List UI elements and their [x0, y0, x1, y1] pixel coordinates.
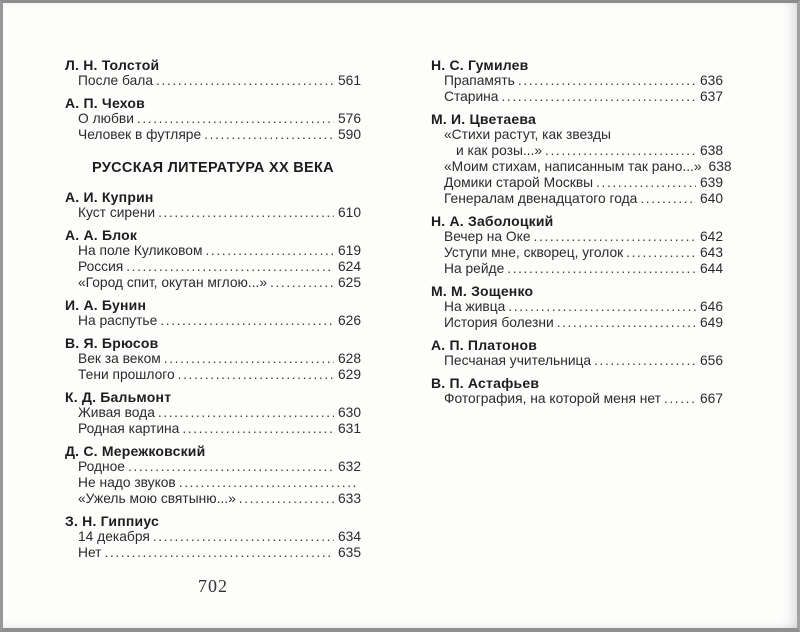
author-block	[65, 443, 361, 507]
author-block	[431, 337, 723, 369]
dot-leader	[126, 259, 334, 275]
dot-leader	[664, 391, 696, 407]
entry-title: Не надо звуков	[78, 475, 176, 490]
entry-title: На распутье	[78, 313, 158, 328]
entry-title: Домики старой Москвы	[444, 175, 594, 190]
dot-leader	[239, 491, 334, 507]
author-block	[65, 389, 361, 437]
toc-entry	[65, 259, 361, 275]
entry-title: и как розы...»	[456, 143, 543, 158]
page-number: 628	[337, 351, 361, 366]
toc-entry	[65, 275, 361, 291]
page-number: 625	[337, 275, 361, 290]
entry-title: Россия	[78, 259, 124, 274]
toc-entry	[65, 405, 361, 421]
author-block	[431, 283, 723, 331]
author-block	[431, 375, 723, 407]
page-number: 644	[699, 261, 723, 276]
toc-entry	[65, 205, 361, 221]
toc-entry	[65, 351, 361, 367]
entry-title: Прапамять	[444, 73, 515, 88]
dot-leader	[160, 313, 334, 329]
entry-title: Живая вода	[78, 405, 155, 420]
toc-entry	[431, 159, 732, 175]
entry-title: На живца	[444, 299, 506, 314]
dot-leader	[594, 353, 696, 369]
author-block	[65, 95, 361, 143]
author-name: А. И. Куприн	[65, 189, 154, 205]
page-number: 626	[337, 313, 361, 328]
page-number: 640	[699, 191, 723, 206]
page-number: 638	[708, 159, 732, 174]
toc-entry	[65, 111, 361, 127]
dot-leader	[596, 175, 696, 191]
author-name: А. П. Платонов	[431, 337, 538, 353]
entry-title: Уступи мне, скворец, уголок	[444, 245, 624, 260]
author-name: К. Д. Бальмонт	[65, 389, 172, 405]
dot-leader	[156, 73, 334, 89]
toc-entry	[65, 491, 361, 507]
dot-leader	[534, 229, 696, 245]
author-name: Н. А. Заболоцкий	[431, 213, 554, 229]
page-number: 638	[699, 143, 723, 158]
page-number: 635	[337, 545, 361, 560]
author-block	[65, 513, 361, 561]
author-name: Н. С. Гумилев	[431, 57, 529, 73]
toc-entry	[431, 73, 723, 89]
entry-title: Родная картина	[78, 421, 180, 436]
entry-title: История болезни	[444, 315, 554, 330]
dot-leader	[204, 127, 334, 143]
toc-entry	[431, 127, 723, 143]
toc-entry	[431, 191, 723, 207]
entry-title: Век за веком	[78, 351, 161, 366]
entry-title: О любви	[78, 111, 134, 126]
page-number: 636	[699, 73, 723, 88]
page-number: 667	[699, 391, 723, 406]
author-block	[431, 111, 732, 207]
dot-leader	[164, 351, 334, 367]
toc-entry	[65, 313, 361, 329]
dot-leader	[545, 143, 696, 159]
toc-entry	[431, 143, 723, 159]
entry-title: «Стихи растут, как звезды	[444, 127, 611, 142]
page-number: 633	[337, 491, 361, 506]
page-number: 642	[699, 229, 723, 244]
page-number: 649	[699, 315, 723, 330]
page-number: 629	[337, 367, 361, 382]
toc-entry	[431, 245, 723, 261]
page-number: 590	[337, 127, 361, 142]
dot-leader	[508, 299, 696, 315]
toc-entry	[431, 261, 723, 277]
page-number: 631	[337, 421, 361, 436]
author-block	[431, 57, 723, 105]
author-name: М. М. Зощенко	[431, 283, 534, 299]
entry-title: Нет	[78, 545, 102, 560]
toc-entry	[65, 243, 361, 259]
page-number: 561	[337, 73, 361, 88]
entry-title: Родное	[78, 459, 125, 474]
entry-title: Генералам двенадцатого года	[444, 191, 638, 206]
toc-entry	[65, 529, 361, 545]
section-heading: РУССКАЯ ЛИТЕРАТУРА XX ВЕКА	[92, 160, 334, 176]
page-number: 634	[337, 529, 361, 544]
page-number: 619	[337, 243, 361, 258]
entry-title: Человек в футляре	[78, 127, 202, 142]
entry-title: На рейде	[444, 261, 505, 276]
dot-leader	[501, 89, 695, 105]
page-number: 646	[699, 299, 723, 314]
page-number: 632	[337, 459, 361, 474]
dot-leader	[205, 243, 334, 259]
toc-entry	[431, 175, 723, 191]
page-number: 639	[699, 175, 723, 190]
toc-entry	[65, 545, 361, 561]
entry-title: Фотография, на которой меня нет	[444, 391, 661, 406]
page-number: 637	[699, 89, 723, 104]
page-folio: 702	[198, 576, 228, 596]
toc-entry	[65, 459, 361, 475]
dot-leader	[557, 315, 696, 331]
toc-right-column	[431, 57, 732, 407]
author-block	[65, 227, 361, 291]
page-number: 624	[337, 259, 361, 274]
author-name: А. П. Чехов	[65, 95, 145, 111]
entry-title: Песчаная учительница	[444, 353, 592, 368]
dot-leader	[158, 405, 334, 421]
author-name: И. А. Бунин	[65, 297, 147, 313]
page-number: 610	[337, 205, 361, 220]
toc-entry	[65, 127, 361, 143]
entry-title: «Город спит, окутан мглою...»	[78, 275, 268, 290]
dot-leader	[507, 261, 696, 277]
author-name: А. А. Блок	[65, 227, 138, 243]
entry-title: Тени прошлого	[78, 367, 175, 382]
dot-leader	[518, 73, 696, 89]
dot-leader	[153, 529, 334, 545]
toc-entry	[65, 421, 361, 437]
entry-title: На поле Куликовом	[78, 243, 203, 258]
toc-left-column	[65, 57, 361, 561]
author-name: В. П. Астафьев	[431, 375, 540, 391]
page-number: 576	[337, 111, 361, 126]
author-name: В. Я. Брюсов	[65, 335, 159, 351]
author-block	[65, 297, 361, 329]
dot-leader	[105, 545, 334, 561]
dot-leader	[128, 459, 334, 475]
author-block	[431, 213, 723, 277]
entry-title: Старина	[444, 89, 499, 104]
entry-title: Вечер на Оке	[444, 229, 531, 244]
entry-title: 14 декабря	[78, 529, 150, 544]
dot-leader	[137, 111, 334, 127]
author-block	[65, 335, 361, 383]
author-block	[65, 57, 361, 89]
dot-leader	[178, 367, 334, 383]
entry-title: «Ужель мою святыню...»	[78, 491, 236, 506]
toc-entry	[65, 475, 361, 491]
author-block	[65, 189, 361, 221]
toc-entry	[431, 391, 723, 407]
entry-title: «Моим стихам, написанным так рано...»	[444, 159, 702, 174]
entry-title: Куст сирени	[78, 205, 156, 220]
toc-entry	[431, 315, 723, 331]
toc-entry	[431, 353, 723, 369]
page-number: 643	[699, 245, 723, 260]
dot-leader	[182, 421, 334, 437]
dot-leader	[270, 275, 334, 291]
dot-leader	[158, 205, 334, 221]
toc-entry	[431, 229, 723, 245]
toc-entry	[431, 89, 723, 105]
toc-entry	[65, 73, 361, 89]
author-name: Д. С. Мережковский	[65, 443, 206, 459]
toc-entry	[431, 299, 723, 315]
author-name: З. Н. Гиппиус	[65, 513, 159, 529]
dot-leader	[179, 475, 357, 491]
toc-entry	[65, 367, 361, 383]
author-name: М. И. Цветаева	[431, 111, 536, 127]
page-number: 656	[699, 353, 723, 368]
entry-title: После бала	[78, 73, 154, 88]
author-name: Л. Н. Толстой	[65, 57, 160, 73]
dot-leader	[626, 245, 696, 261]
dot-leader	[640, 191, 696, 207]
page-number: 630	[337, 405, 361, 420]
